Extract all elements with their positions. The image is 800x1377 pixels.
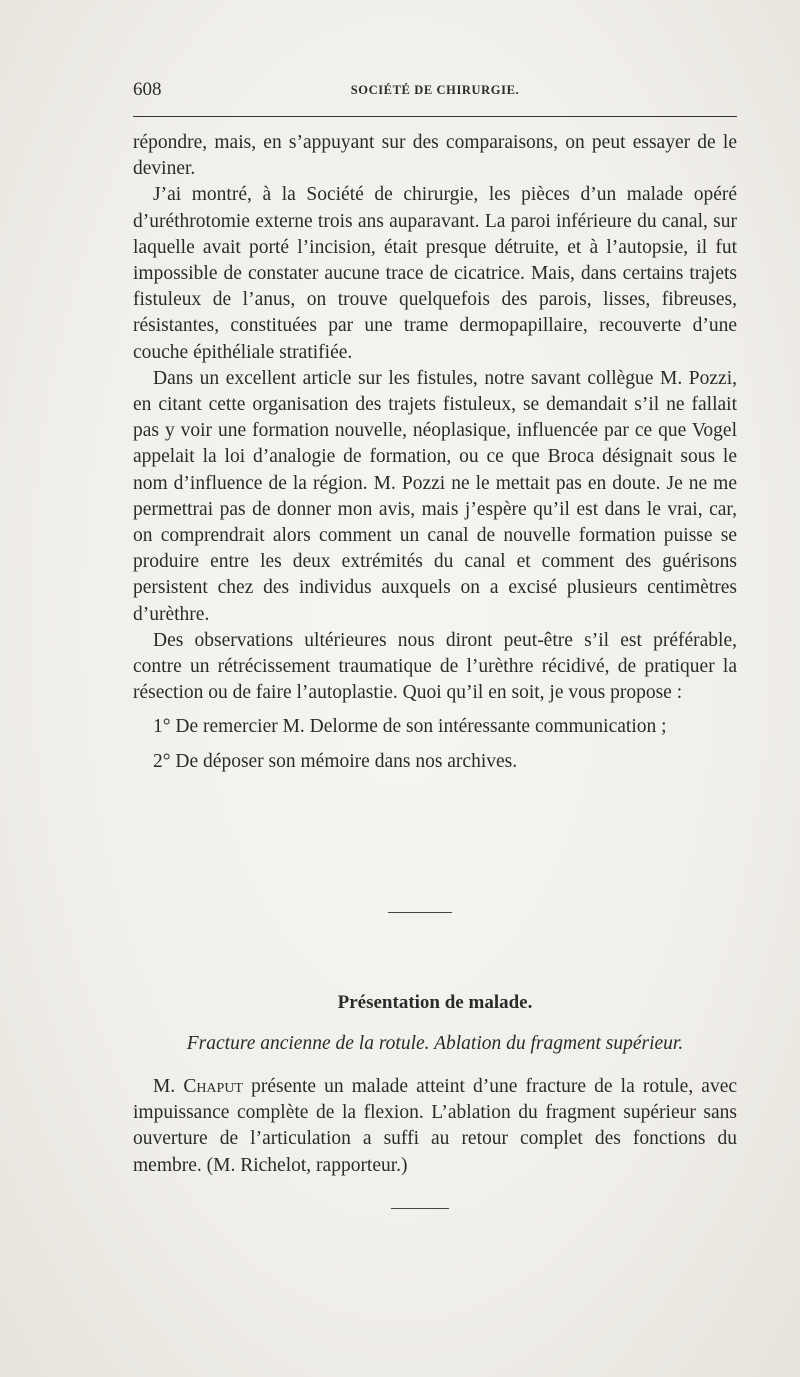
page-number: 608	[133, 79, 162, 100]
section-text	[133, 1074, 737, 1179]
end-separator	[391, 1208, 449, 1209]
section-title: Présentation de malade.	[337, 992, 533, 1013]
paragraph-autopsy: J’ai montré, à la Société de chirurgie, les pièces d’un malade opéré d’uréthrotomie externe trois ans auparavant. La paroi inférieure du canal, sur laquelle avait porté l’incision, était presque détruite, et à l’autopsie, il fut impossible de constater aucune trace de cicatrice. Mais, dans certains trajets fistuleux de l’anus, on trouve quelquefois des parois, lisses, fibreuses, résistantes, constituées par une trame dermopapillaire, recouverte d’une couche épithéliale stratifiée.	[133, 184, 737, 363]
proposal-item-1: 1° De remercier M. Delorme de son intéressante communication ;	[153, 716, 667, 738]
section-separator	[388, 912, 452, 913]
paragraph-continuation: répondre, mais, en s’appuyant sur des comparaisons, on peut essayer de le deviner.	[133, 132, 737, 180]
paragraph-observations: Des observations ultérieures nous diront peut-être s’il est préférable, contre un rétrécissement traumatique de l’urèthre récidivé, de pratiquer la résection ou de faire l’autoplastie. Quoi qu’il en soit, je vous propose :	[133, 629, 737, 704]
proposal-item-2: 2° De déposer son mémoire dans nos archives.	[153, 750, 518, 772]
author-name: Chaput	[183, 1076, 243, 1097]
running-title: SOCIÉTÉ DE CHIRURGIE.	[350, 83, 520, 97]
text-prefix: M.	[153, 1076, 184, 1097]
main-text	[133, 130, 737, 775]
header-rule	[133, 116, 737, 117]
section-subtitle: Fracture ancienne de la rotule. Ablation du fragment supérieur.	[186, 1033, 684, 1054]
paragraph-chaput	[133, 1074, 737, 1179]
page-header	[133, 78, 737, 102]
paragraph-pozzi: Dans un excellent article sur les fistules, notre savant collègue M. Pozzi, en citant cette organisation des trajets fistuleux, se demandait s’il ne fallait pas y voir une formation nouvelle, néoplasique, influencée par ce que Vogel appelait la loi d’analogie de formation, ou ce que Broca désignait sous le nom d’influence de la région. M. Pozzi ne le mettait pas en doute. Je ne me permettrai pas de donner mon avis, mais j’espère qu’il est dans le vrai, car, on comprendrait alors comment un canal de nouvelle formation puisse se produire entre les deux extrémités du canal et comment des guérisons persistent chez des individus auxquels on a excisé plusieurs centimètres d’urèthre.	[133, 367, 737, 625]
text-body: présente un malade atteint d’une fracture de la rotule, avec impuissance complète de la flexion. L’ablation du fragment supérieur sans ouverture de l’articulation a suffi au retour complet des fonctions du membre. (M. Richelot, rapporteur.)	[133, 1076, 737, 1176]
